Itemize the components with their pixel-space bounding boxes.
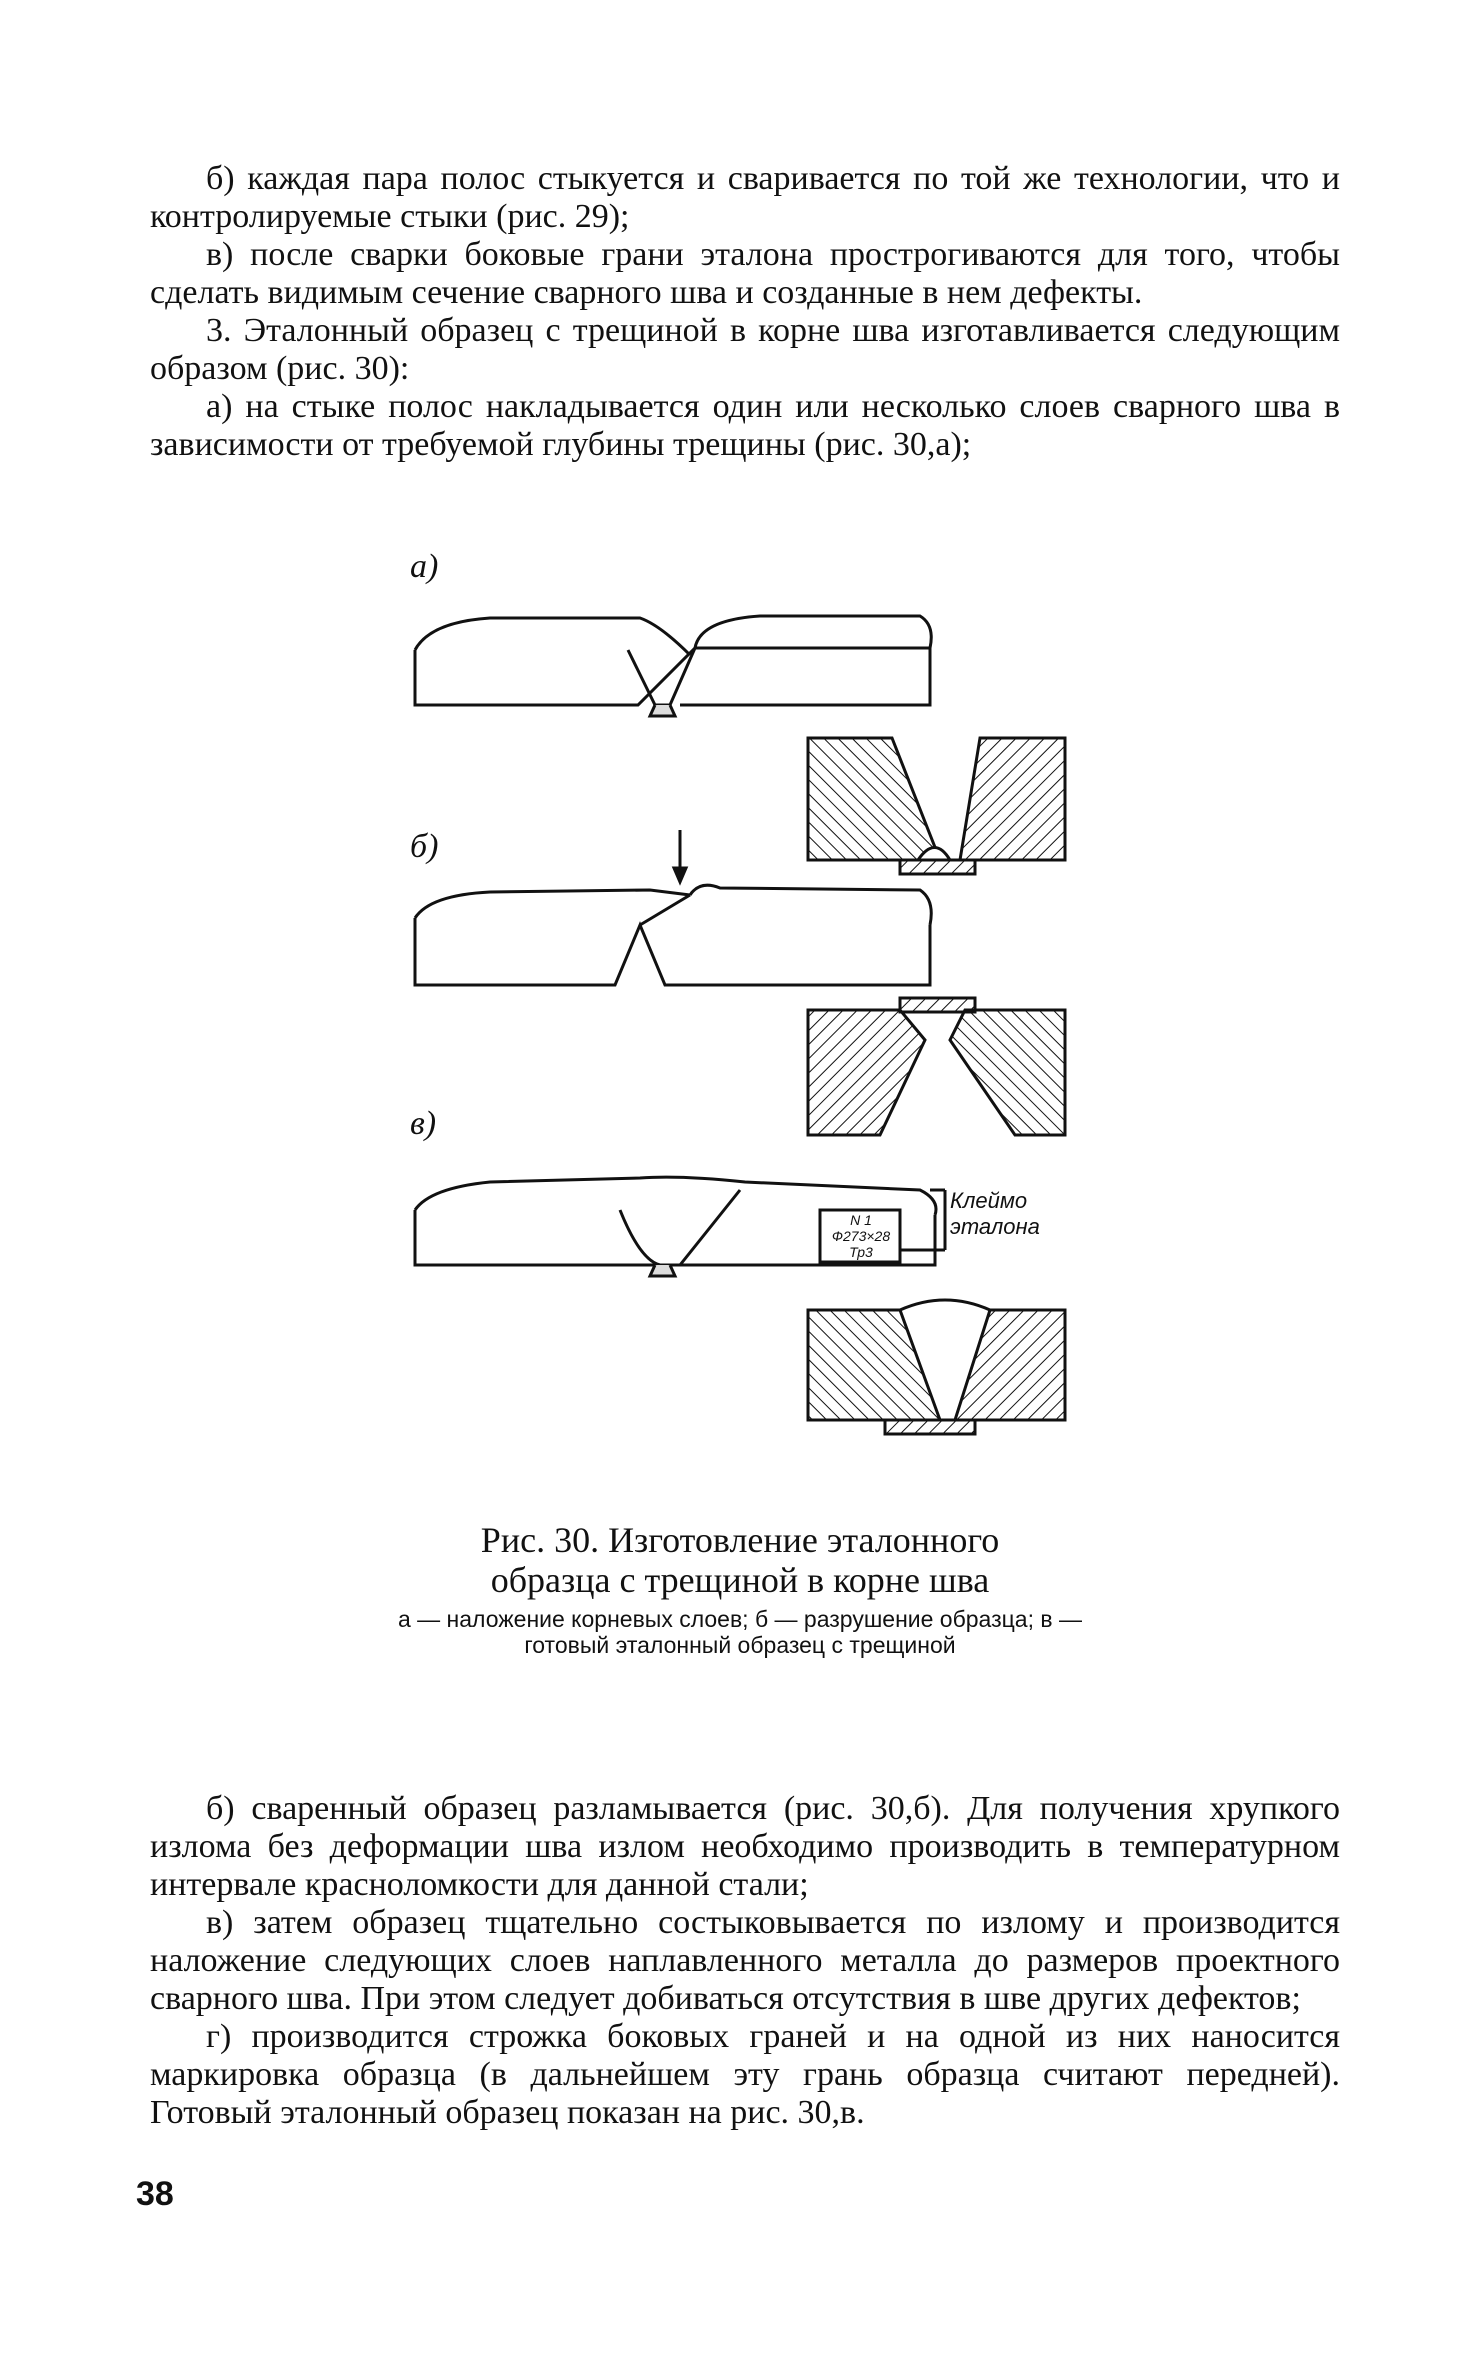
callout-line: эталона [950,1214,1040,1239]
panel-b-section [808,998,1065,1135]
paragraph: в) после сварки боковые грани эталона прострогиваются для того, чтобы сделать видимым сечение сварного шва и созданные в нем дефекты. [150,236,1340,311]
stamp-line: Ф273×28 [831,1228,891,1244]
stamp-line: Тр3 [849,1244,873,1260]
paragraph: 3. Эталонный образец с трещиной в корне шва изготавливается следующим образом (рис. 30): [150,312,1340,387]
stamp-callout-label [950,1188,1040,1240]
paragraph: б) каждая пара полос стыкуется и сваривается по той же технологии, что и контролируемые стыки (рис. 29); [150,160,1340,235]
paragraph: в) затем образец тщательно состыковывается по излому и производится наложение следующих слоев наплавленного металла до размеров проектного сварного шва. При этом следует добиваться отсутствия в шве других дефектов; [150,1904,1340,2017]
panel-label-a: а) [410,548,439,585]
panel-a-bar [415,616,931,716]
panel-c-section [808,1300,1065,1434]
paragraph: б) сваренный образец разламывается (рис. 30,б). Для получения хрупкого излома без деформации шва излом необходимо производить в температурном интервале красноломкости для данной стали; [150,1790,1340,1903]
stamp-line: N 1 [850,1212,872,1228]
paragraph: а) на стыке полос накладывается один или несколько слоев сварного шва в зависимости от требуемой глубины трещины (рис. 30,а); [150,388,1340,463]
bottom-text-block [150,1790,1340,2132]
caption-title-line: Рис. 30. Изготовление эталонного [480,1520,1000,1560]
caption-title-line: образца с трещиной в корне шва [490,1560,990,1600]
panel-label-c: в) [410,1105,437,1142]
stamp-marking [822,1212,900,1260]
paragraph: г) производится строжка боковых граней и на одной из них наносится маркировка образца (в дальнейшем эту грань образца считают передней). Готовый эталонный образец показан на рис. 30,в. [150,2018,1340,2131]
page-number: 38 [136,2175,174,2213]
callout-line: Клеймо [950,1188,1028,1213]
panel-label-b: б) [410,828,439,865]
figure-caption [380,1520,1100,1658]
panel-a-section [808,738,1065,874]
caption-legend: а — наложение корневых слоев; б — разрушение образца; в — готовый эталонный образец с трещиной [397,1606,1082,1658]
